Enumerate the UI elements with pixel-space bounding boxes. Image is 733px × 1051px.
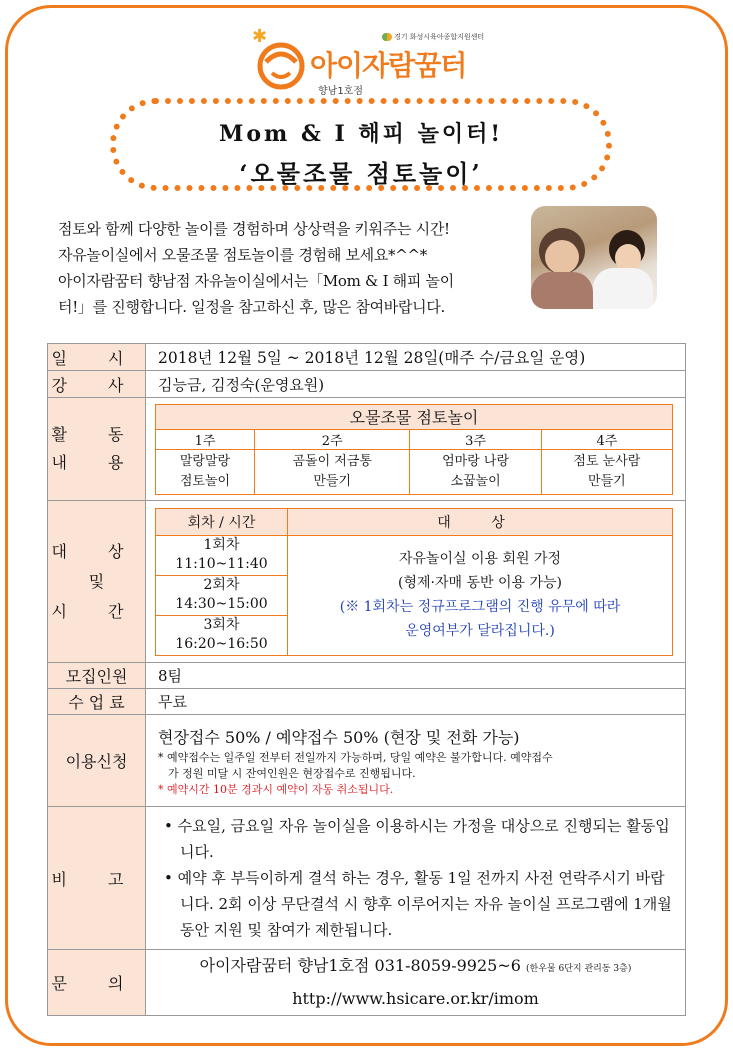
intro-line: 아이자람꿈터 향남점 자유놀이실에서는「Mom & I 해피 놀이	[58, 272, 454, 290]
contact-phone: 아이자람꿈터 향남1호점 031-8059-9925~6 (한우물 6단지 관리동 3층)	[199, 956, 632, 975]
contact-cell	[146, 950, 686, 1016]
target-header: 대 상	[288, 508, 673, 535]
week-activity: 엄마랑 나랑 소꿉놀이	[410, 449, 541, 494]
activity-header: 오물조물 점토놀이	[156, 404, 673, 429]
intro-text	[58, 216, 528, 320]
session-slot: 2회차 14:30~15:00	[156, 575, 288, 615]
org-name: 경기 화성시육아종합지원센터	[382, 32, 484, 42]
capacity-value: 8팀	[146, 663, 686, 689]
mother-child-photo	[531, 206, 657, 309]
session-header: 회차 / 시간	[156, 508, 288, 535]
apply-label: 이용신청	[48, 715, 146, 807]
intro-line: 점토와 함께 다양한 놀이를 경험하며 상상력을 키워주는 시간!	[58, 220, 450, 238]
title-banner	[110, 98, 612, 191]
title-main: Mom & I 해피 놀이터!	[218, 121, 503, 147]
remarks-cell	[146, 807, 686, 950]
week-activity: 말랑말랑 점토놀이	[156, 449, 255, 494]
instructor-value: 김능금, 김정숙(운영요원)	[146, 371, 686, 398]
star-icon: ✱	[252, 26, 268, 47]
week-label: 4주	[541, 429, 672, 449]
target-label: 대 상 및 시 간	[48, 501, 146, 663]
activity-cell	[146, 398, 686, 501]
brand-name: 아이자람꿈터	[310, 49, 467, 82]
week-label: 1주	[156, 429, 255, 449]
instructor-label: 강 사	[48, 371, 146, 398]
fee-value: 무료	[146, 689, 686, 715]
activity-label: 활 동 내 용	[48, 398, 146, 501]
intro-line: 터!」를 진행합니다. 일정을 참고하신 후, 많은 참여바랍니다.	[58, 298, 446, 316]
apply-note: * 예약접수는 일주일 전부터 전일까지 가능하며, 당일 예약은 불가합니다. 예약접수	[158, 751, 553, 764]
apply-note: 가 정원 미달 시 잔여인원은 현장접수로 진행됩니다.	[168, 767, 416, 780]
contact-url[interactable]: http://www.hsicare.or.kr/imom	[292, 989, 539, 1008]
schedule-table	[155, 508, 673, 656]
capacity-label: 모집인원	[48, 663, 146, 689]
date-label: 일 시	[48, 344, 146, 371]
contact-label: 문 의	[48, 950, 146, 1016]
week-activity: 점토 눈사람 만들기	[541, 449, 672, 494]
fee-label: 수 업 료	[48, 689, 146, 715]
brand-logo	[252, 26, 502, 98]
remark-item: • 예약 후 부득이하게 결석 하는 경우, 활동 1일 전까지 사전 연락주시기 바랍니다. 2회 이상 무단결석 시 향후 이루어지는 자유 놀이실 프로그램에 1개월 동안 지원 및 참여가 제한됩니다.	[164, 869, 672, 939]
title-sub: ‘오물조물 점토놀이’	[239, 159, 483, 188]
apply-main: 현장접수 50% / 예약접수 50% (현장 및 전화 가능)	[158, 728, 520, 747]
week-activity: 곰돌이 저금통 만들기	[254, 449, 409, 494]
week-label: 3주	[410, 429, 541, 449]
week-label: 2주	[254, 429, 409, 449]
session-slot: 1회차 11:10~11:40	[156, 535, 288, 575]
session-slot: 3회차 16:20~16:50	[156, 615, 288, 655]
target-cell	[146, 501, 686, 663]
remark-item: • 수요일, 금요일 자유 놀이실을 이용하시는 가정을 대상으로 진행되는 활동입니다.	[164, 817, 670, 861]
info-table	[47, 343, 686, 1016]
target-description: 자유놀이실 이용 회원 가정 (형제·자매 동반 이용 가능) (※ 1회차는 정규프로그램의 진행 유무에 따라 운영여부가 달라집니다.)	[288, 535, 673, 655]
intro-line: 자유놀이실에서 오물조물 점토놀이를 경험해 보세요*^^*	[58, 246, 427, 264]
remarks-label: 비 고	[48, 807, 146, 950]
activity-table	[155, 404, 673, 495]
apply-cell	[146, 715, 686, 807]
child-face-icon	[256, 40, 306, 90]
date-value: 2018년 12월 5일 ~ 2018년 12월 28일(매주 수/금요일 운영)	[146, 344, 686, 371]
apply-cancel-note: * 예약시간 10분 경과시 예약이 자동 취소됩니다.	[158, 783, 394, 796]
branch-name: 향남1호점	[318, 86, 364, 97]
remarks-list	[146, 807, 685, 949]
